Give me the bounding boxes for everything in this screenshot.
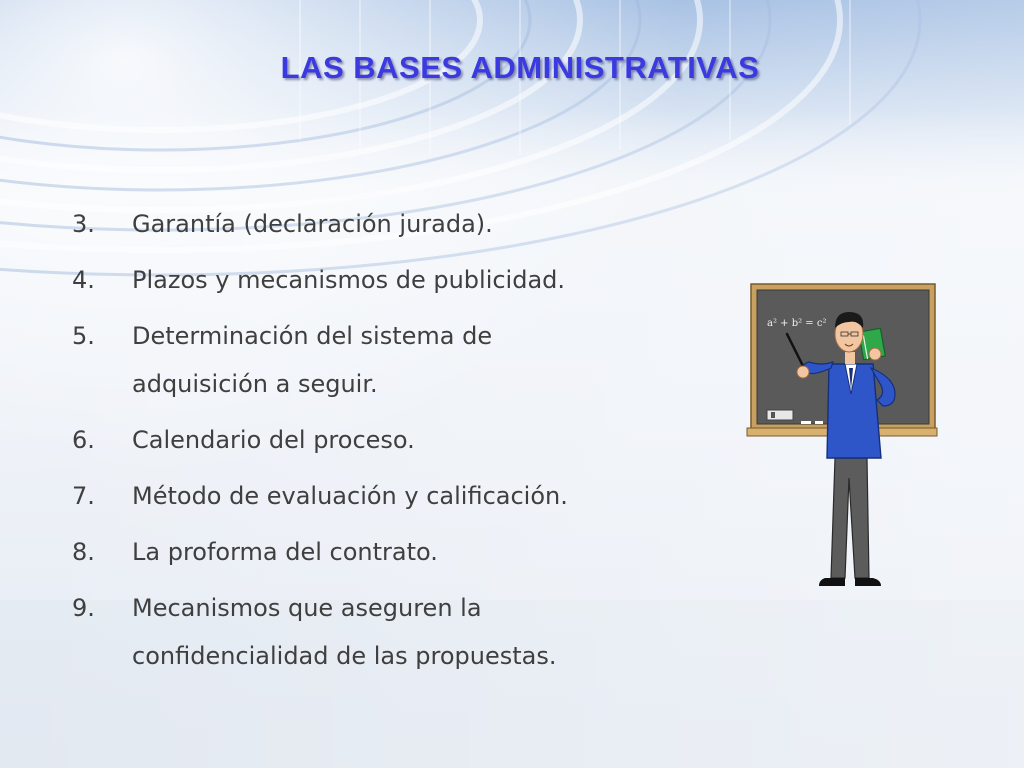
- teacher-at-chalkboard-icon: [745, 282, 940, 592]
- list-item: [72, 256, 672, 304]
- list-item-text: Plazos y mecanismos de publicidad.: [132, 266, 566, 294]
- list-item: [72, 472, 672, 520]
- list-item-number: 3.: [72, 210, 95, 238]
- list-item-text: Método de evaluación y calificación.: [132, 482, 568, 510]
- slide-title: LAS BASES ADMINISTRATIVAS: [280, 50, 760, 85]
- list-item: [72, 312, 672, 408]
- list-item-text: La proforma del contrato.: [132, 538, 438, 566]
- list-item-number: 4.: [72, 266, 95, 294]
- list-item-text: Garantía (declaración jurada).: [132, 210, 493, 238]
- eraser: [767, 410, 793, 420]
- list-item: [72, 584, 672, 680]
- chalkboard-formula: a² + b² = c²: [767, 318, 827, 329]
- shoe-right: [855, 578, 881, 586]
- list-item-number: 8.: [72, 538, 95, 566]
- list-item-number: 9.: [72, 594, 95, 622]
- list-item-text: Mecanismos que aseguren la confidencialidad de las propuestas.: [132, 594, 557, 670]
- shoe-left: [819, 578, 845, 586]
- list-item-text: Determinación del sistema de adquisición a seguir.: [132, 322, 493, 398]
- list-item: [72, 416, 672, 464]
- list-item: [72, 200, 672, 248]
- list-item-number: 7.: [72, 482, 95, 510]
- list-item-number: 5.: [72, 322, 95, 350]
- requirements-list: [72, 200, 672, 688]
- list-item: [72, 528, 672, 576]
- list-item-text: Calendario del proceso.: [132, 426, 415, 454]
- hand-left: [797, 366, 809, 378]
- list-item-number: 6.: [72, 426, 95, 454]
- hand-right: [869, 348, 881, 360]
- trousers: [831, 458, 869, 578]
